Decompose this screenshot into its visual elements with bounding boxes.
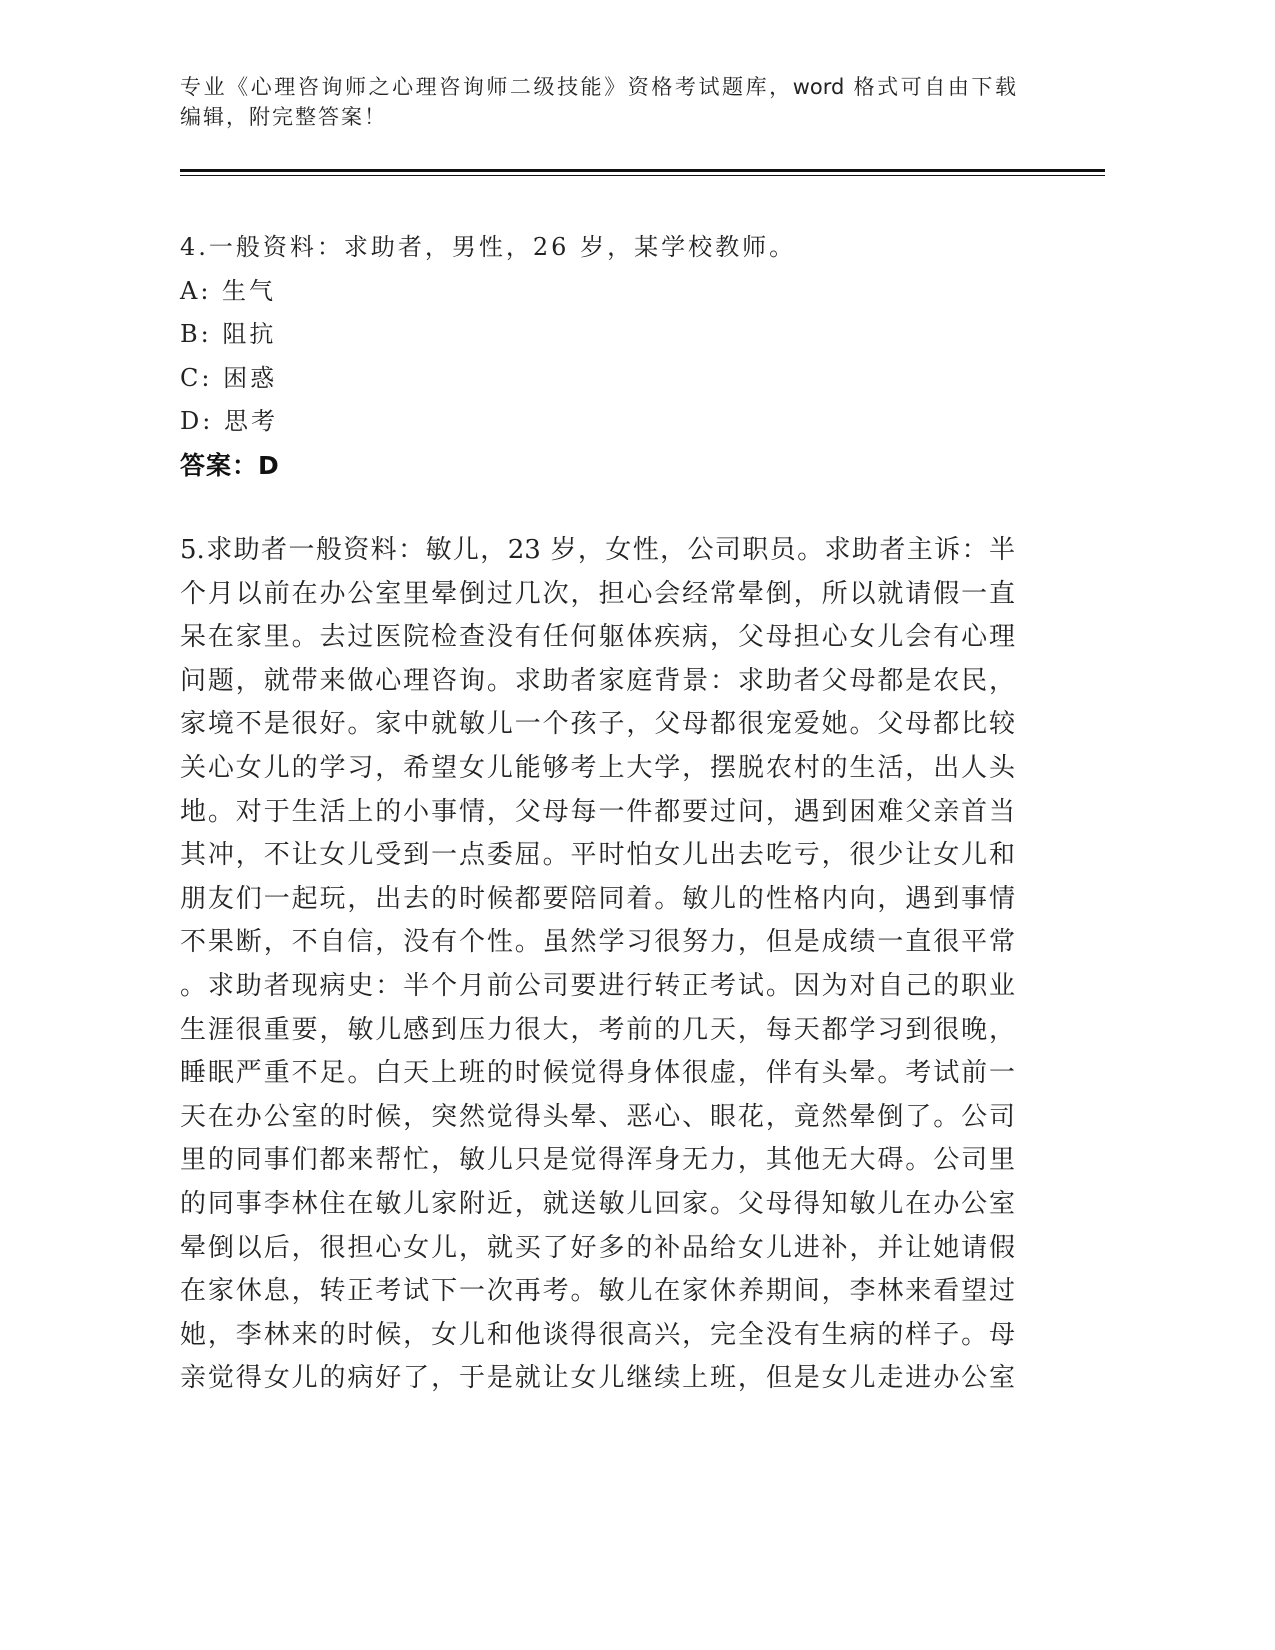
question-5 — [180, 529, 1015, 1401]
header-divider-thin — [180, 175, 1105, 176]
question-5-line: 朋友们一起玩，出去的时候都要陪同着。敏儿的性格内向，遇到事情 — [180, 883, 1015, 914]
question-4 — [180, 226, 796, 487]
question-5-line: 在家休息，转正考试下一次再考。敏儿在家休养期间，李林来看望过 — [180, 1276, 1015, 1307]
question-5-line: 不果断，不自信，没有个性。虽然学习很努力，但是成绩一直很平常 — [180, 927, 1015, 958]
header-divider-thick — [180, 169, 1105, 172]
question-5-line: 亲觉得女儿的病好了，于是就让女儿继续上班，但是女儿走进办公室 — [180, 1363, 1015, 1394]
question-5-line: 问题，就带来做心理咨询。求助者家庭背景：求助者父母都是农民， — [180, 665, 1015, 696]
question-5-line: 5.求助者一般资料：敏儿，23 岁，女性，公司职员。求助者主诉：半 — [180, 535, 1015, 565]
question-5-line: 其冲，不让女儿受到一点委屈。平时怕女儿出去吃亏，很少让女儿和 — [180, 840, 1015, 871]
answer: 答案：D — [180, 450, 280, 480]
option-b: B: 阻抗 — [180, 320, 277, 348]
option-c: C: 困惑 — [180, 363, 278, 392]
option-d: D: 思考 — [180, 407, 278, 435]
option-a: A: 生气 — [180, 276, 277, 305]
question-5-line: 睡眠严重不足。白天上班的时候觉得身体很虚，伴有头晕。考试前一 — [180, 1058, 1015, 1089]
question-5-line: 天在办公室的时候，突然觉得头晕、恶心、眼花，竟然晕倒了。公司 — [180, 1101, 1015, 1132]
header-line-2: 编辑，附完整答案！ — [180, 105, 387, 129]
question-5-line: 呆在家里。去过医院检查没有任何躯体疾病，父母担心女儿会有心理 — [180, 622, 1015, 653]
question-5-line: 地。对于生活上的小事情，父母每一件都要过问，遇到困难父亲首当 — [180, 796, 1015, 827]
question-5-line: 个月以前在办公室里晕倒过几次，担心会经常晕倒，所以就请假一直 — [180, 578, 1015, 609]
question-5-line: 她，李林来的时候，女儿和他谈得很高兴，完全没有生病的样子。母 — [180, 1319, 1015, 1350]
document-header — [180, 72, 1016, 132]
question-5-line: 晕倒以后，很担心女儿，就买了好多的补品给女儿进补，并让她请假 — [180, 1232, 1015, 1263]
question-5-line: 。求助者现病史：半个月前公司要进行转正考试。因为对自己的职业 — [180, 970, 1015, 1001]
question-5-line: 关心女儿的学习，希望女儿能够考上大学，摆脱农村的生活，出人头 — [180, 752, 1015, 783]
question-5-line: 的同事李林住在敏儿家附近，就送敏儿回家。父母得知敏儿在办公室 — [180, 1188, 1015, 1219]
question-5-line: 里的同事们都来帮忙，敏儿只是觉得浑身无力，其他无大碍。公司里 — [180, 1145, 1015, 1176]
question-5-line: 家境不是很好。家中就敏儿一个孩子，父母都很宠爱她。父母都比较 — [180, 709, 1015, 740]
header-line-1: 专业《心理咨询师之心理咨询师二级技能》资格考试题库，word 格式可自由下载 — [180, 75, 1016, 99]
question-stem: 4.一般资料：求助者，男性，26 岁，某学校教师。 — [180, 233, 797, 261]
question-5-line: 生涯很重要，敏儿感到压力很大，考前的几天，每天都学习到很晚， — [180, 1014, 1015, 1045]
